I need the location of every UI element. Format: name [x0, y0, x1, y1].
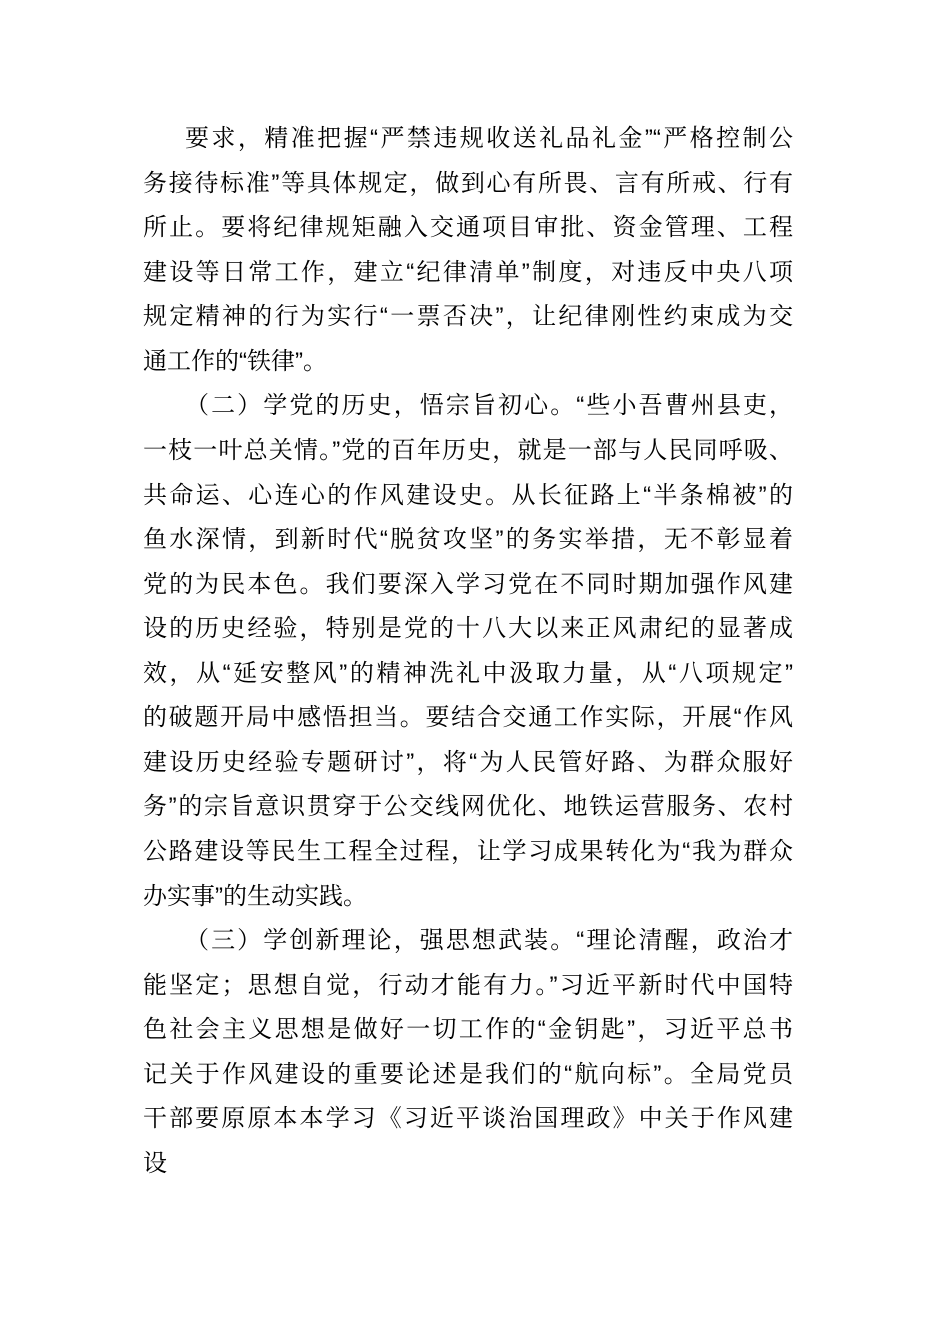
text-line: 色社会主义思想是做好一切工作的“金钥匙”，习近平总书 [143, 1016, 793, 1044]
text-line: 干部要原原本本学习《习近平谈治国理政》中关于作风建 [143, 1105, 793, 1133]
text-line: 规定精神的行为实行“一票否决”，让纪律刚性约束成为交 [143, 303, 793, 331]
text-line: 一枝一叶总关情。”党的百年历史，就是一部与人民同呼吸、 [143, 436, 793, 464]
text-line: 效，从“延安整风”的精神洗礼中汲取力量，从“八项规定” [143, 659, 793, 687]
text-line: 记关于作风建设的重要论述是我们的“航向标”。全局党员 [143, 1060, 793, 1088]
text-line: 建设等日常工作，建立“纪律清单”制度，对违反中央八项 [143, 258, 793, 286]
text-line: （二）学党的历史，悟宗旨初心。“些小吾曹州县吏， [185, 392, 793, 420]
text-line: 办实事”的生动实践。 [143, 882, 367, 910]
text-line: 的破题开局中感悟担当。要结合交通工作实际，开展“作风 [143, 704, 793, 732]
text-line: 共命运、心连心的作风建设史。从长征路上“半条棉被”的 [143, 481, 793, 509]
paragraph [143, 384, 793, 919]
text-line: 通工作的“铁律”。 [143, 347, 327, 375]
text-line: 能坚定；思想自觉，行动才能有力。”习近平新时代中国特 [143, 971, 793, 999]
text-line: 所止。要将纪律规矩融入交通项目审批、资金管理、工程 [143, 214, 793, 242]
text-line: 鱼水深情，到新时代“脱贫攻坚”的务实举措，无不彰显着 [143, 526, 793, 554]
text-line: 务接待标准”等具体规定，做到心有所畏、言有所戒、行有 [143, 169, 793, 197]
text-line: （三）学创新理论，强思想武装。“理论清醒，政治才 [185, 927, 793, 955]
text-line: 设的历史经验，特别是党的十八大以来正风肃纪的显著成 [143, 615, 793, 643]
text-line: 设 [143, 1149, 167, 1177]
text-line: 建设历史经验专题研讨”，将“为人民管好路、为群众服好 [143, 748, 793, 776]
document-text-block [143, 117, 793, 1187]
text-line: 务”的宗旨意识贯穿于公交线网优化、地铁运营服务、农村 [143, 793, 793, 821]
paragraph [143, 919, 793, 1186]
text-line: 党的为民本色。我们要深入学习党在不同时期加强作风建 [143, 570, 793, 598]
text-line: 公路建设等民生工程全过程，让学习成果转化为“我为群众 [143, 838, 793, 865]
paragraph [143, 117, 793, 384]
text-line: 要求，精准把握“严禁违规收送礼品礼金”“严格控制公 [185, 125, 793, 152]
